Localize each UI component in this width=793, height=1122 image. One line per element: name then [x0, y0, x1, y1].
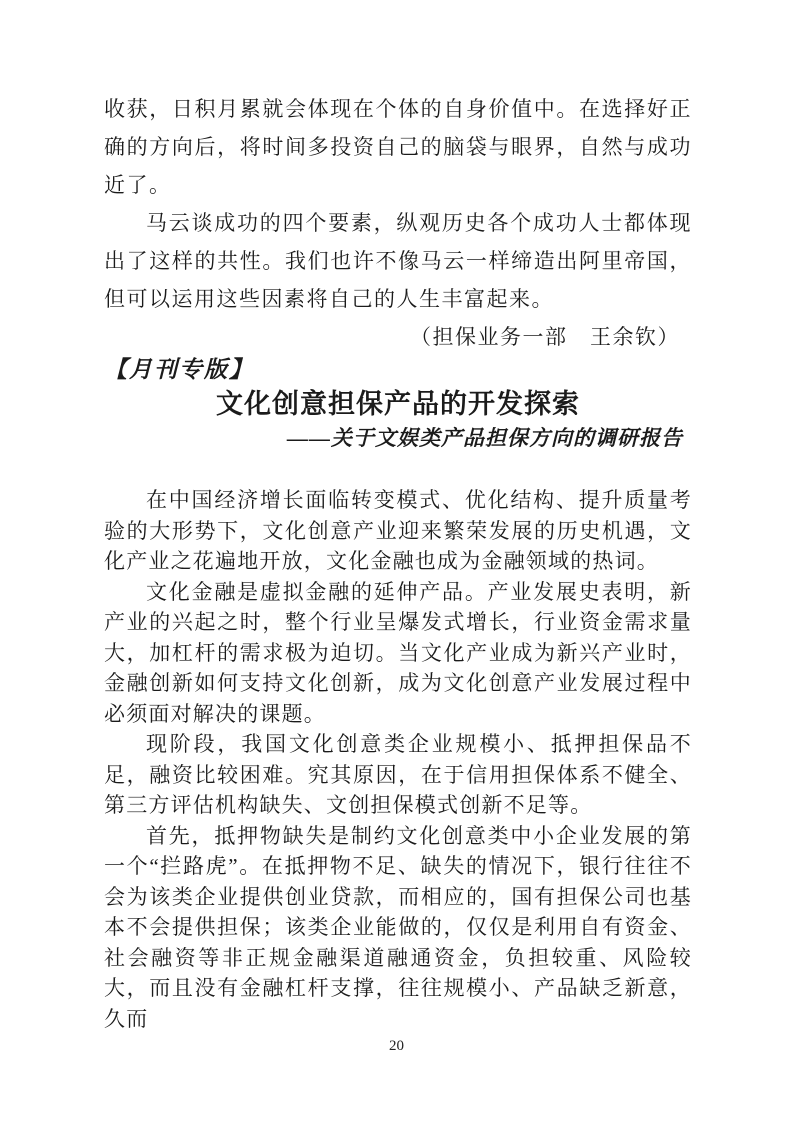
body-paragraph: 在中国经济增长面临转变模式、优化结构、提升质量考验的大形势下，文化创意产业迎来繁荣发展的历史机遇，文化产业之花遍地开放，文化金融也成为金融领域的热词。	[104, 488, 692, 573]
body-paragraph: 现阶段，我国文化创意类企业规模小、抵押担保品不足，融资比较困难。究其原因，在于信用担保体系不健全、第三方评估机构缺失、文创担保模式创新不足等。	[104, 732, 692, 817]
article-title: 文化创意担保产品的开发探索	[216, 389, 580, 419]
previous-article-ending	[104, 90, 692, 356]
article-body	[104, 485, 692, 1034]
body-paragraph: 文化金融是虚拟金融的延伸产品。产业发展史表明，新产业的兴起之时，整个行业呈爆发式增长，行业资金需求量大，加杠杆的需求极为迫切。当文化产业成为新兴产业时，金融创新如何支持文化创新，成为文化创意产业发展过程中必须面对解决的课题。	[104, 579, 692, 726]
continuation-paragraph: 收获，日积月累就会体现在个体的自身价值中。在选择好正确的方向后，将时间多投资自己的脑袋与眼界，自然与成功近了。	[104, 97, 692, 197]
author-attribution: （担保业务一部 王余钦）	[410, 325, 680, 349]
body-paragraph: 首先，抵押物缺失是制约文化创意类中小企业发展的第一个“拦路虎”。在抵押物不足、缺失的情况下，银行往往不会为该类企业提供创业贷款，而相应的，国有担保公司也基本不会提供担保；该类企业能做的，仅仅是利用自有资金、社会融资等非正规金融渠道融通资金，负担较重、风险较大，而且没有金融杠杆支撑，往往规模小、产品缺乏新意，久而	[104, 823, 692, 1031]
article-subtitle: ——关于文娱类产品担保方向的调研报告	[287, 426, 683, 450]
section-marker: 【月刊专版】	[104, 357, 254, 382]
page-number: 20	[389, 1038, 404, 1054]
closing-paragraph: 马云谈成功的四个要素，纵观历史各个成功人士都体现出了这样的共性。我们也许不像马云一样缔造出阿里帝国，但可以运用这些因素将自己的人生丰富起来。	[104, 211, 692, 311]
